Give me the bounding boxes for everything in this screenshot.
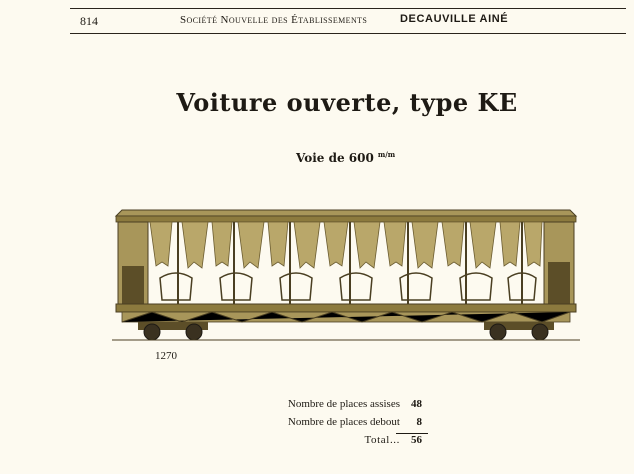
figure-number: 1270 <box>155 350 177 362</box>
standing-label: Nombre de places debout <box>287 416 400 428</box>
standing-row <box>240 414 430 432</box>
standing-value: 8 <box>416 416 422 428</box>
seated-label: Nombre de places assises <box>287 398 400 410</box>
total-row <box>240 432 430 450</box>
capacity-table <box>240 396 430 450</box>
header-brand: DECAUVILLE AINÉ <box>400 13 509 25</box>
sum-divider <box>396 433 428 434</box>
seated-value: 48 <box>411 398 422 410</box>
gauge-line <box>296 150 395 165</box>
open-car-illustration <box>112 204 580 344</box>
total-label: Total... <box>364 434 400 446</box>
page-number: 814 <box>80 14 98 28</box>
total-value: 56 <box>411 434 422 446</box>
running-header <box>70 8 626 34</box>
page-title: Voiture ouverte, type KE <box>176 88 518 117</box>
seated-row <box>240 396 430 414</box>
gauge-label: Voie de 600 <box>296 151 374 165</box>
gauge-unit: m/m <box>377 150 396 159</box>
header-title: Société Nouvelle des Établissements <box>180 14 368 26</box>
